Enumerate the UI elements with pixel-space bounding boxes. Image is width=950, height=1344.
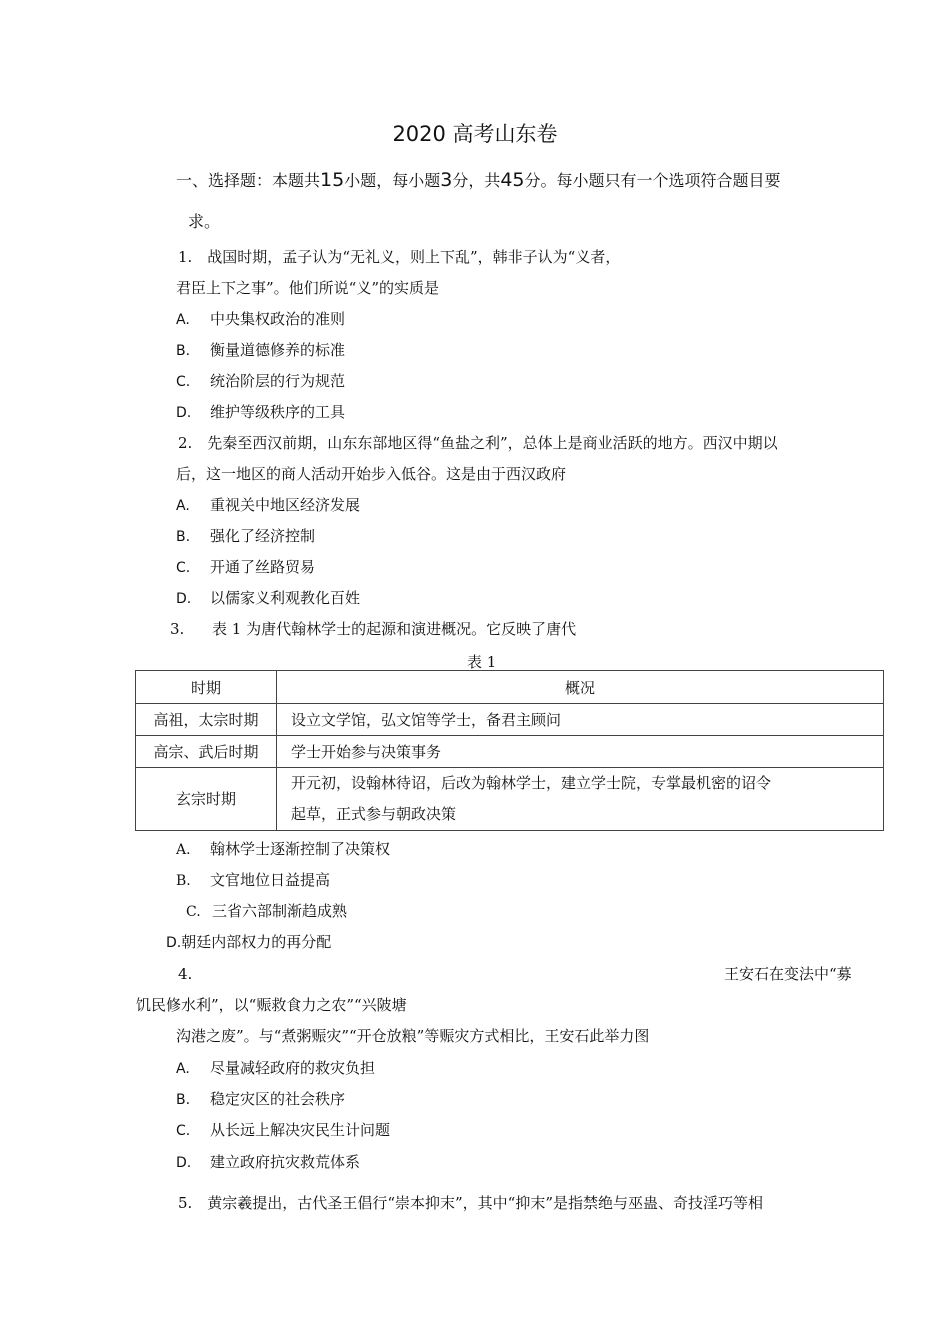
table-cell-overview: 设立文学馆，弘文馆等学士，备君主顾问 (277, 704, 884, 736)
q4-stem-line3: 沟港之废”。与“煮粥赈灾”“开仓放粮”等赈灾方式相比，王安石此举力图 (176, 1027, 650, 1045)
points-total: 45 (500, 169, 525, 191)
table-cell-period: 玄宗时期 (136, 768, 277, 831)
q3-option-b: B. 文官地位日益提高 (176, 871, 331, 889)
section-heading-line2: 求。 (188, 212, 221, 231)
q2-option-d: D. 以儒家义利观教化百姓 (176, 589, 361, 607)
q4-option-a: A. 尽量减轻政府的救灾负担 (176, 1059, 376, 1077)
q3-option-d: D.朝廷内部权力的再分配 (166, 933, 332, 951)
table-cell-overview: 学士开始参与决策事务 (277, 736, 884, 768)
table-header-period: 时期 (136, 671, 277, 704)
table-cell-period: 高宗、武后时期 (136, 736, 277, 768)
table-row (136, 736, 884, 768)
table-row (136, 768, 884, 831)
q4-number: 4. (178, 965, 193, 983)
q3-number: 3. (170, 620, 185, 638)
table-cell-period: 高祖，太宗时期 (136, 704, 277, 736)
q4-stem-line2: 饥民修水利”，以“赈救食力之农”“兴陂塘 (136, 996, 407, 1014)
table-caption: 表 1 (467, 653, 497, 671)
q2-option-c: C. 开通了丝路贸易 (176, 558, 316, 576)
table-header-row (136, 671, 884, 704)
table-row (136, 704, 884, 736)
page-title: 2020 高考山东卷 (392, 122, 558, 146)
q1-stem-line2: 君臣上下之事”。他们所说“义”的实质是 (176, 279, 440, 297)
q1-stem-line1: 1. 战国时期，孟子认为“无礼义，则上下乱”，韩非子认为“义者， (178, 248, 621, 266)
q1-option-d: D. 维护等级秩序的工具 (176, 403, 346, 421)
q4-option-d: D. 建立政府抗灾救荒体系 (176, 1153, 361, 1171)
q3-option-c: C. 三省六部制渐趋成熟 (186, 902, 348, 920)
q1-option-c: C. 统治阶层的行为规范 (176, 372, 346, 390)
section-heading: 一、选择题：本题共15小题，每小题3分，共45分。每小题只有一个选项符合题目要 (176, 169, 781, 191)
q2-stem-line2: 后，这一地区的商人活动开始步入低谷。这是由于西汉政府 (176, 465, 567, 483)
table-cell-overview: 开元初，设翰林待诏，后改为翰林学士，建立学士院，专掌最机密的诏令 起草，正式参与朝政决策 (277, 768, 884, 831)
q3-option-a: A. 翰林学士逐渐控制了决策权 (176, 840, 391, 858)
q3-stem: 表 1 为唐代翰林学士的起源和演进概况。它反映了唐代 (212, 620, 577, 638)
points-each: 3 (440, 169, 453, 191)
q1-option-a: A. 中央集权政治的准则 (176, 310, 346, 328)
q1-option-b: B. 衡量道德修养的标准 (176, 341, 346, 359)
q2-option-a: A. 重视关中地区经济发展 (176, 496, 361, 514)
q4-stem-line1: 王安石在变法中“募 (724, 965, 852, 983)
question-count: 15 (320, 169, 345, 191)
q2-stem-line1: 2. 先秦至西汉前期，山东东部地区得“鱼盐之利”，总体上是商业活跃的地方。西汉中期以 (178, 434, 778, 452)
q5-stem-line1: 5. 黄宗羲提出，古代圣王倡行“崇本抑末”，其中“抑末”是指禁绝与巫蛊、奇技淫巧等相 (178, 1194, 763, 1212)
table-header-overview: 概况 (277, 671, 884, 704)
q2-option-b: B. 强化了经济控制 (176, 527, 316, 545)
q4-option-c: C. 从长远上解决灾民生计问题 (176, 1121, 391, 1139)
q4-option-b: B. 稳定灾区的社会秩序 (176, 1090, 346, 1108)
history-table (135, 670, 884, 831)
